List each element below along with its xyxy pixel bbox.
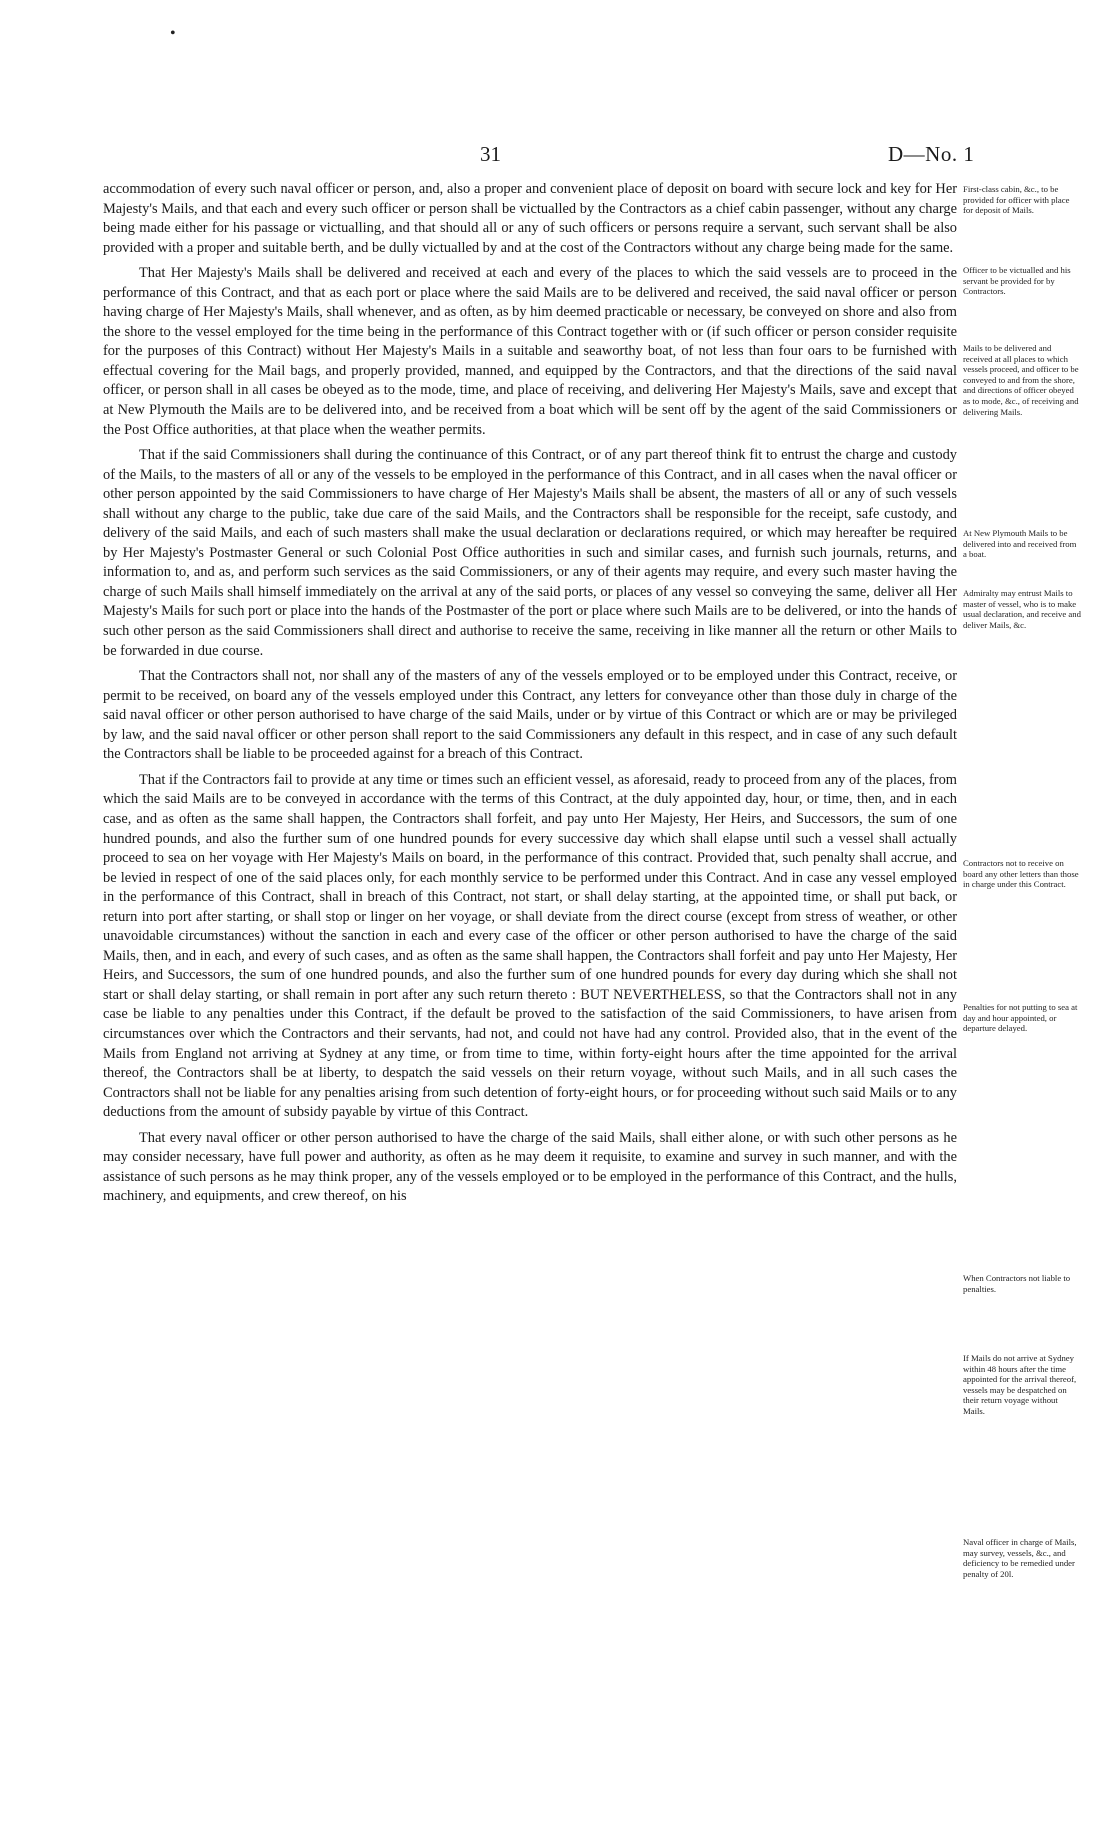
page-number: 31 xyxy=(480,142,501,166)
margin-note: If Mails do not arrive at Sydney within 48 hours after the time appointed for the arrival thereof, vessels may be despatched on their return voyage without Mails. xyxy=(963,1353,1077,1416)
margin-note: Contractors not to receive on board any other letters than those in charge under this Contract. xyxy=(963,858,1079,890)
margin-note: Mails to be delivered and received at all places to which vessels proceed, and officer to be conveyed to and from the shore, and directions of officer obeyed as to mode, &c., of receiving and delivering Mails. xyxy=(963,343,1079,417)
corner-mark: • xyxy=(170,25,176,42)
paragraph-mails-delivery: That Her Majesty's Mails shall be delivered and received at each and every of the places to which the said vessels are to proceed in the performance of this Contract, and that as each port or place where the said Mails are to be delivered and received, the said naval officer or person having charge of Her Majesty's Mails, shall whenever, and as often, as by him deemed practicable or necessary, be conveyed on shore and also from the shore to the vessel employed for the time being in the performance of this Contract together with or (if such officer or person consider requisite for the purposes of this Contract) without Her Majesty's Mails in a suitable and seaworthy boat, of not less than four oars to be furnished with effectual covering for the Mail bags, and properly provided, manned, and equipped by the Contractors, and that the directions of the said naval officer, or person shall in all cases be obeyed as to the mode, time, and place of receiving, and delivering Her Majesty's Mails, save and except that at New Plymouth the Mails are to be delivered into, and be received from a boat which will be sent off by the agent of the said Commissioners or the Post Office authorities, at that place when the weather permits. xyxy=(103,265,957,438)
paragraph-penalties: That if the Contractors fail to provide at any time or times such an efficient vessel, as aforesaid, ready to proceed from any of the places, from which the said Mails are to be conveyed in accordance with the terms of this Contract, at the duly appointed day, hour, or time, then, and in each case, and as often as the same shall happen, the Contractors shall forfeit, and pay unto Her Majesty, Her Heirs, and Successors, the sum of one hundred pounds, and also the further sum of one hundred pounds for every successive day which shall elapse until such a vessel shall actually proceed to sea on her voyage with Her Majesty's Mails on board, in the performance of this contract. Provided that, such penalty shall accrue, and be levied in respect of one of the said places only, for each monthly service to be performed under this Contract. And in case any vessel employed in the performance of this Contract, shall in breach of this Contract, not start, or shall delay starting, at the appointed time, or shall put back, or return into port after starting, or shall stop or linger on her voyage, or shall deviate from the direct course (except from stress of weather, or other unavoidable circumstances) without the sanction in each and every case of the officer or other person authorised to have the charge of the said Mails, then, and in each, and every of such cases, and as often as the same shall happen, the Contractors shall forfeit and pay unto Her Majesty, Her Heirs, and Successors, the sum of one hundred pounds, and also the further sum of one hundred pounds for every day during which she shall not start or shall delay starting, or shall remain in port after any such return thereto : BUT NEVERTHELESS, so that the Contractors shall not in any case be liable to any penalties under this Contract, if the default be proved to the satisfaction of the said Commissioners, to have arisen from circumstances over which the Contractors and their servants, had not, and could not have had any control. Provided also, that in the event of the Mails from England not arriving at Sydney at any time, or from time to time, within forty-eight hours after the time appointed for the arrival thereof, the Contractors shall be at liberty, to despatch the said vessels on their return voyage, without such Mails, and in all such cases the Contractors shall not be liable for any penalties arising from such detention of forty-eight hours, or for proceeding without such said Mails or to any deductions from the amount of subsidy payable by virtue of this Contract. xyxy=(103,771,957,1121)
paragraph-masters-custody: That if the said Commissioners shall during the continuance of this Contract, or of any part thereof think fit to entrust the charge and custody of the Mails, to the masters of all or any of the vessels to be employed in the performance of this Contract, and in all cases when the naval officer or other person appointed by the said Commissioners to have charge of Her Majesty's Mails shall be absent, the masters of all or any of such vessels shall without any charge to the public, take due care of the said Mails, and the Contractors shall be responsible for the receipt, safe custody, and delivery of the said Mails, and each of such masters shall make the usual declaration or declarations required, or which may hereafter be required by Her Majesty's Postmaster General or such Colonial Post Office authorities in such and similar cases, and furnish such journals, returns, and information to, and as, and perform such services as the said Commissioners, or any of their agents may require, and every such master having the charge of such Mails shall himself immediately on the arrival at any of the said ports, or places of any vessel so conveying the same, deliver all Her Majesty's Mails for such port or place into the hands of the Postmaster of the port or place where such Mails are to be delivered, or into the hands of such other person as the said Commissioners shall direct and authorise to receive the same, receiving in like manner all the return or other Mails to be forwarded in due course. xyxy=(103,447,957,659)
margin-note: Naval officer in charge of Mails, may survey, vessels, &c., and deficiency to be remedied under penalty of 20l. xyxy=(963,1537,1077,1579)
page-header xyxy=(0,142,1114,172)
margin-note: When Contractors not liable to penalties. xyxy=(963,1273,1071,1294)
margin-note: Admiralty may entrust Mails to master of vessel, who is to make usual declaration, and receive and deliver Mails, &c. xyxy=(963,588,1081,630)
margin-note: At New Plymouth Mails to be delivered into and received from a boat. xyxy=(963,528,1077,560)
paragraph-accommodation: accommodation of every such naval officer or person, and, also a proper and convenient place of deposit on board with secure lock and key for Her Majesty's Mails, and that each and every such officer or person shall be victualled by the Contractors as a chief cabin passenger, without any charge being made either for his passage or victualling, and that should all or any of such officers or persons require a servant, such servant shall be also provided with a proper and suitable berth, and be dully victualled by and at the cost of the Contractors without any charge being made for the same. xyxy=(103,181,957,256)
paragraph-no-other-letters: That the Contractors shall not, nor shall any of the masters of any of the vessels employed or to be employed under this Contract, receive, or permit to be received, on board any of the vessels employed under this Contract, any letters for conveyance other than those duly in charge of the said naval officer or other person authorised to have charge of the said Mails, under or by virtue of this Contract or which are or may be privileged by law, and the said naval officer or other person shall report to the said Commissioners any default in this respect, and in case of any such default the Contractors shall be liable to be proceeded against for a breach of this Contract. xyxy=(103,668,957,763)
margin-note: Officer to be victualled and his servant be provided for by Contractors. xyxy=(963,265,1071,297)
paragraph-survey: That every naval officer or other person authorised to have the charge of the said Mails, shall either alone, or with such other persons as he may consider necessary, have full power and authority, as often as he may deem it requisite, to examine and survey in such manner, and with the assistance of such persons as he may think proper, any of the vessels employed or to be employed in the performance of this Contract, and the hulls, machinery, and equipments, and crew thereof, on his xyxy=(103,1129,957,1205)
margin-note: Penalties for not putting to sea at day and hour appointed, or departure delayed. xyxy=(963,1002,1078,1034)
margin-note: First-class cabin, &c., to be provided for officer with place for deposit of Mails. xyxy=(963,184,1070,216)
document-reference: D—No. 1 xyxy=(888,142,975,166)
body-text xyxy=(103,180,957,1213)
